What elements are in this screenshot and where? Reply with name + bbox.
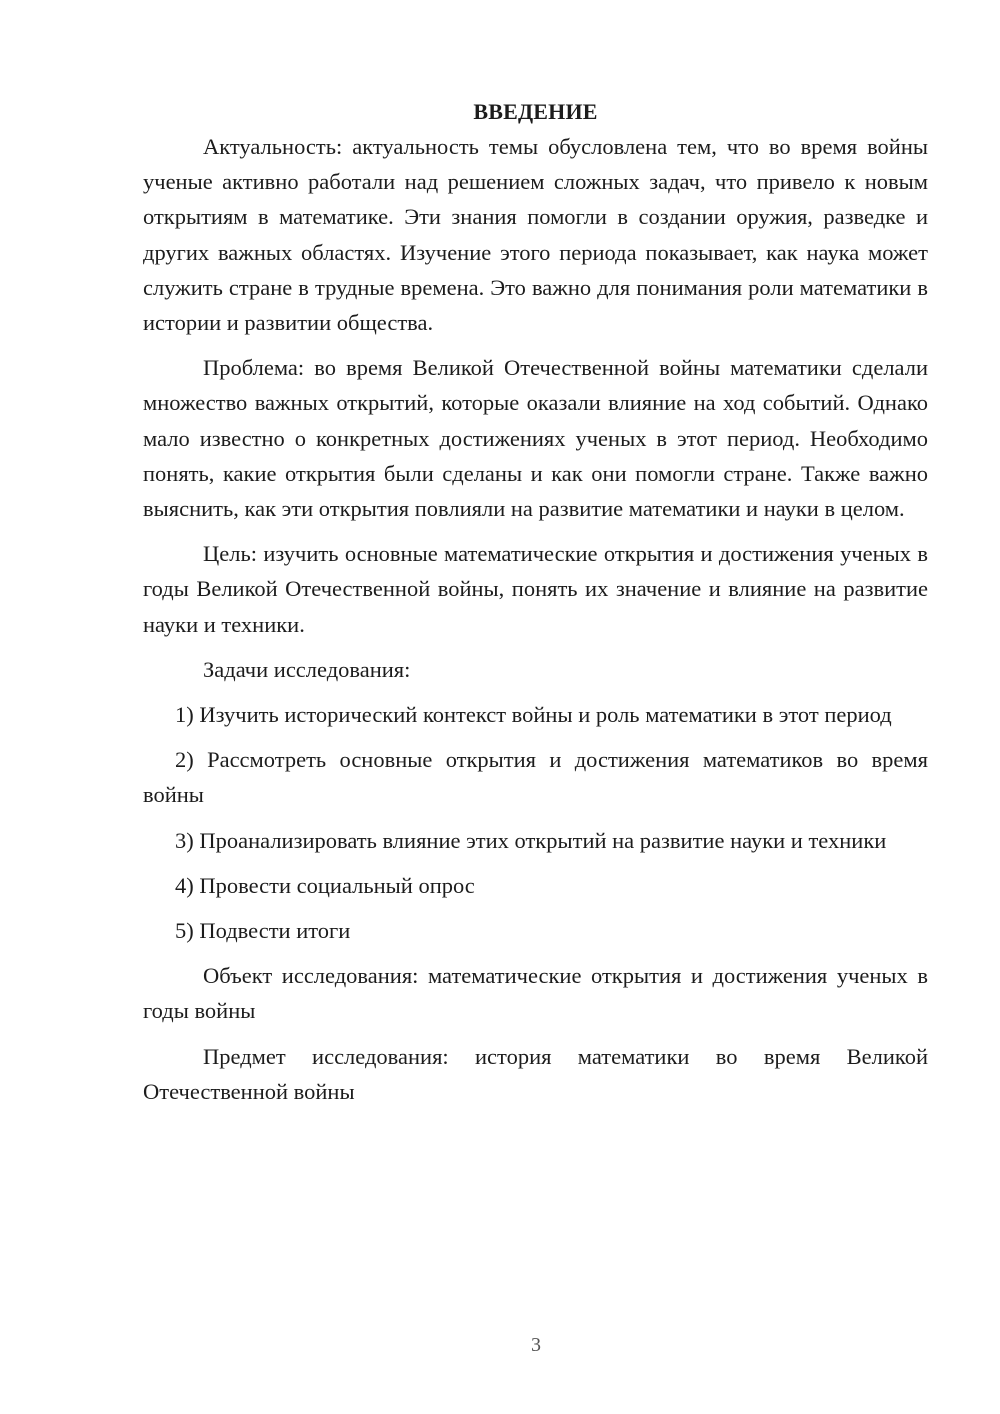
relevance-paragraph: Актуальность: актуальность темы обусловлена тем, что во время войны ученые активно работали над решением сложных задач, что привело к новым открытиям в математике. Эти знания помогли в создании оружия, разведке и других важных областях. Изучение этого периода показывает, как наука может служить стране в трудные времена. Это важно для понимания роли математики в истории и развитии общества. <box>143 134 928 336</box>
task-item-2: 2) Рассмотреть основные открытия и достижения математиков во время войны <box>143 747 928 808</box>
page-number: 3 <box>531 1334 541 1356</box>
tasks-title: Задачи исследования: <box>203 656 411 682</box>
task-item-1: 1) Изучить исторический контекст войны и роль математики в этот период <box>175 702 892 728</box>
problem-paragraph: Проблема: во время Великой Отечественной войны математики сделали множество важных открытий, которые оказали влияние на ход событий. Однако мало известно о конкретных достижениях ученых в этот период. Необходимо понять, какие открытия были сделаны и как они помогли стране. Также важно выяснить, как эти открытия повлияли на развитие математики и науки в целом. <box>143 355 928 522</box>
goal-paragraph: Цель: изучить основные математические открытия и достижения ученых в годы Великой Отечественной войны, понять их значение и влияние на развитие науки и техники. <box>143 541 928 637</box>
task-item-3: 3) Проанализировать влияние этих открытий на развитие науки и техники <box>175 827 887 853</box>
page-content <box>143 94 928 1109</box>
task-item-5: 5) Подвести итоги <box>175 918 351 944</box>
object-paragraph: Объект исследования: математические открытия и достижения ученых в годы войны <box>143 963 928 1024</box>
task-item-4: 4) Провести социальный опрос <box>175 872 475 898</box>
page-title: ВВЕДЕНИЕ <box>473 99 598 124</box>
subject-paragraph: Предмет исследования: история математики во время Великой Отечественной войны <box>143 1043 928 1104</box>
